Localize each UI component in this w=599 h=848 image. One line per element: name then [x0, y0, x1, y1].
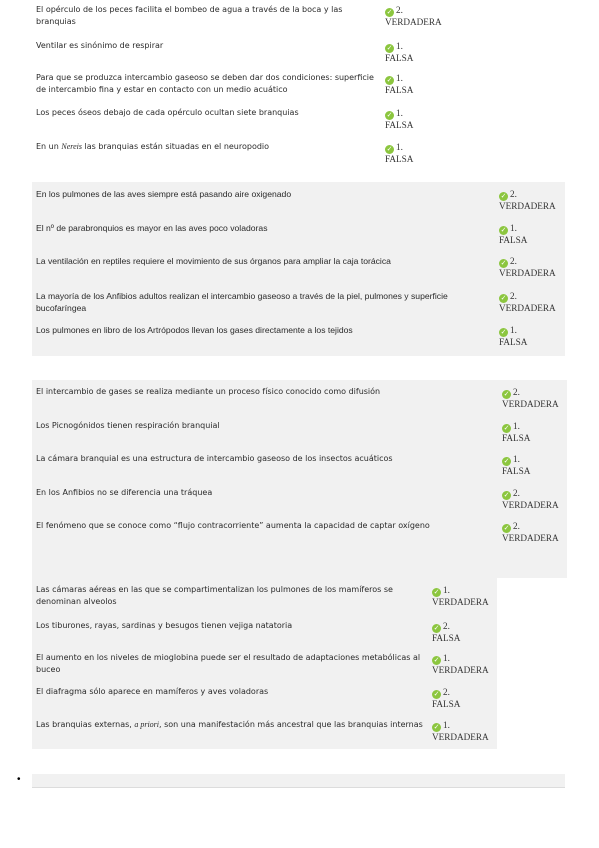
question-text: El aumento en los niveles de mioglobina puede ser el resultado de adaptaciones metabólicas al buceo: [36, 653, 421, 674]
check-circle-icon: ✓: [503, 524, 510, 532]
answer: ✓ 2. VERDADERA: [385, 5, 442, 27]
answer: ✓ 2. VERDADERA: [499, 256, 556, 278]
answer: ✓ 1. FALSA: [499, 223, 528, 245]
answer: ✓ 2. VERDADERA: [499, 189, 556, 211]
question-text: Las branquias externas, a priori, son una manifestación más ancestral que las branquias internas: [36, 720, 423, 729]
answer: ✓ 2. FALSA: [432, 621, 461, 643]
answer: ✓ 2. FALSA: [432, 687, 461, 709]
check-circle-icon: ✓: [500, 192, 507, 200]
question-text: La cámara branquial es una estructura de intercambio gaseoso de los insectos acuáticos: [36, 454, 393, 463]
answer: ✓ 1. VERDADERA: [432, 720, 489, 742]
question-text: La mayoría de los Anfibios adultos realizan el intercambio gaseoso a través de la piel, pulmones y superficie bucofaríngea: [36, 291, 448, 313]
check-circle-icon: ✓: [386, 145, 393, 153]
check-circle-icon: ✓: [433, 656, 440, 664]
check-circle-icon: ✓: [433, 723, 440, 731]
question-text: La ventilación en reptiles requiere el movimiento de sus órganos para ampliar la caja torácica: [36, 256, 391, 266]
question-text: El fenómeno que se conoce como “flujo contracorriente” aumenta la capacidad de captar oxígeno: [36, 521, 430, 530]
check-circle-icon: ✓: [503, 457, 510, 465]
check-circle-icon: ✓: [433, 588, 440, 596]
check-circle-icon: ✓: [386, 44, 393, 52]
check-circle-icon: ✓: [503, 424, 510, 432]
question-text: En un Nereis las branquias están situadas en el neuropodio: [36, 142, 270, 151]
check-circle-icon: ✓: [433, 624, 440, 632]
answer: ✓ 1. FALSA: [502, 421, 531, 443]
check-circle-icon: ✓: [386, 8, 393, 16]
answer: ✓ 1. FALSA: [502, 454, 531, 476]
answer: ✓ 1. FALSA: [385, 142, 414, 164]
check-circle-icon: ✓: [500, 226, 507, 234]
answer: ✓ 1. FALSA: [499, 325, 528, 347]
check-circle-icon: ✓: [503, 491, 510, 499]
answer: ✓ 2. VERDADERA: [502, 387, 559, 409]
answer: ✓ 1. FALSA: [385, 73, 414, 95]
answer: ✓ 1. VERDADERA: [432, 585, 489, 607]
question-text: En los pulmones de las aves siempre está pasando aire oxigenado: [36, 189, 292, 199]
question-text: El diafragma sólo aparece en mamíferos y aves voladoras: [36, 687, 269, 696]
list-bullet: •: [17, 774, 21, 785]
question-block-3: [32, 380, 567, 578]
question-text: Para que se produzca intercambio gaseoso se deben dar dos condiciones: superficie de intercambio fina y estar en contacto con un medio acuático: [36, 73, 374, 94]
check-circle-icon: ✓: [433, 690, 440, 698]
question-text: Los peces óseos debajo de cada opérculo ocultan siete branquias: [36, 108, 299, 117]
answer: ✓ 1. FALSA: [385, 108, 414, 130]
question-text: El nº de parabronquios es mayor en las aves poco voladoras: [36, 223, 268, 233]
question-text: Los Picnogónidos tienen respiración branquial: [36, 421, 220, 430]
answer: ✓ 1. FALSA: [385, 41, 414, 63]
question-text: Los pulmones en libro de los Artrópodos llevan los gases directamente a los tejidos: [36, 325, 353, 335]
check-circle-icon: ✓: [386, 76, 393, 84]
question-row: [32, 107, 432, 135]
question-row: [32, 40, 432, 68]
answer: ✓ 1. VERDADERA: [432, 653, 489, 675]
question-row: [32, 72, 432, 102]
question-block-1: [32, 0, 442, 170]
question-text: En los Anfibios no se diferencia una tráquea: [36, 488, 213, 497]
answer: ✓ 2. VERDADERA: [502, 521, 559, 543]
question-row: [32, 141, 432, 169]
check-circle-icon: ✓: [500, 294, 507, 302]
empty-list-row: [32, 774, 565, 788]
check-circle-icon: ✓: [500, 259, 507, 267]
answer: ✓ 2. VERDADERA: [499, 291, 556, 313]
question-block-2: [32, 182, 565, 356]
answer: ✓ 2. VERDADERA: [502, 488, 559, 510]
question-row: [32, 4, 442, 32]
question-text: Ventilar es sinónimo de respirar: [36, 41, 164, 50]
question-block-4: [32, 578, 497, 749]
question-text: Los tiburones, rayas, sardinas y besugos tienen vejiga natatoria: [36, 621, 293, 630]
check-circle-icon: ✓: [386, 111, 393, 119]
check-circle-icon: ✓: [500, 328, 507, 336]
question-text: El intercambio de gases se realiza mediante un proceso físico conocido como difusión: [36, 387, 381, 396]
check-circle-icon: ✓: [503, 390, 510, 398]
question-text: Las cámaras aéreas en las que se compartimentalizan los pulmones de los mamíferos se denominan alveolos: [36, 585, 393, 606]
question-text: El opérculo de los peces facilita el bombeo de agua a través de la boca y las branquias: [36, 5, 343, 26]
